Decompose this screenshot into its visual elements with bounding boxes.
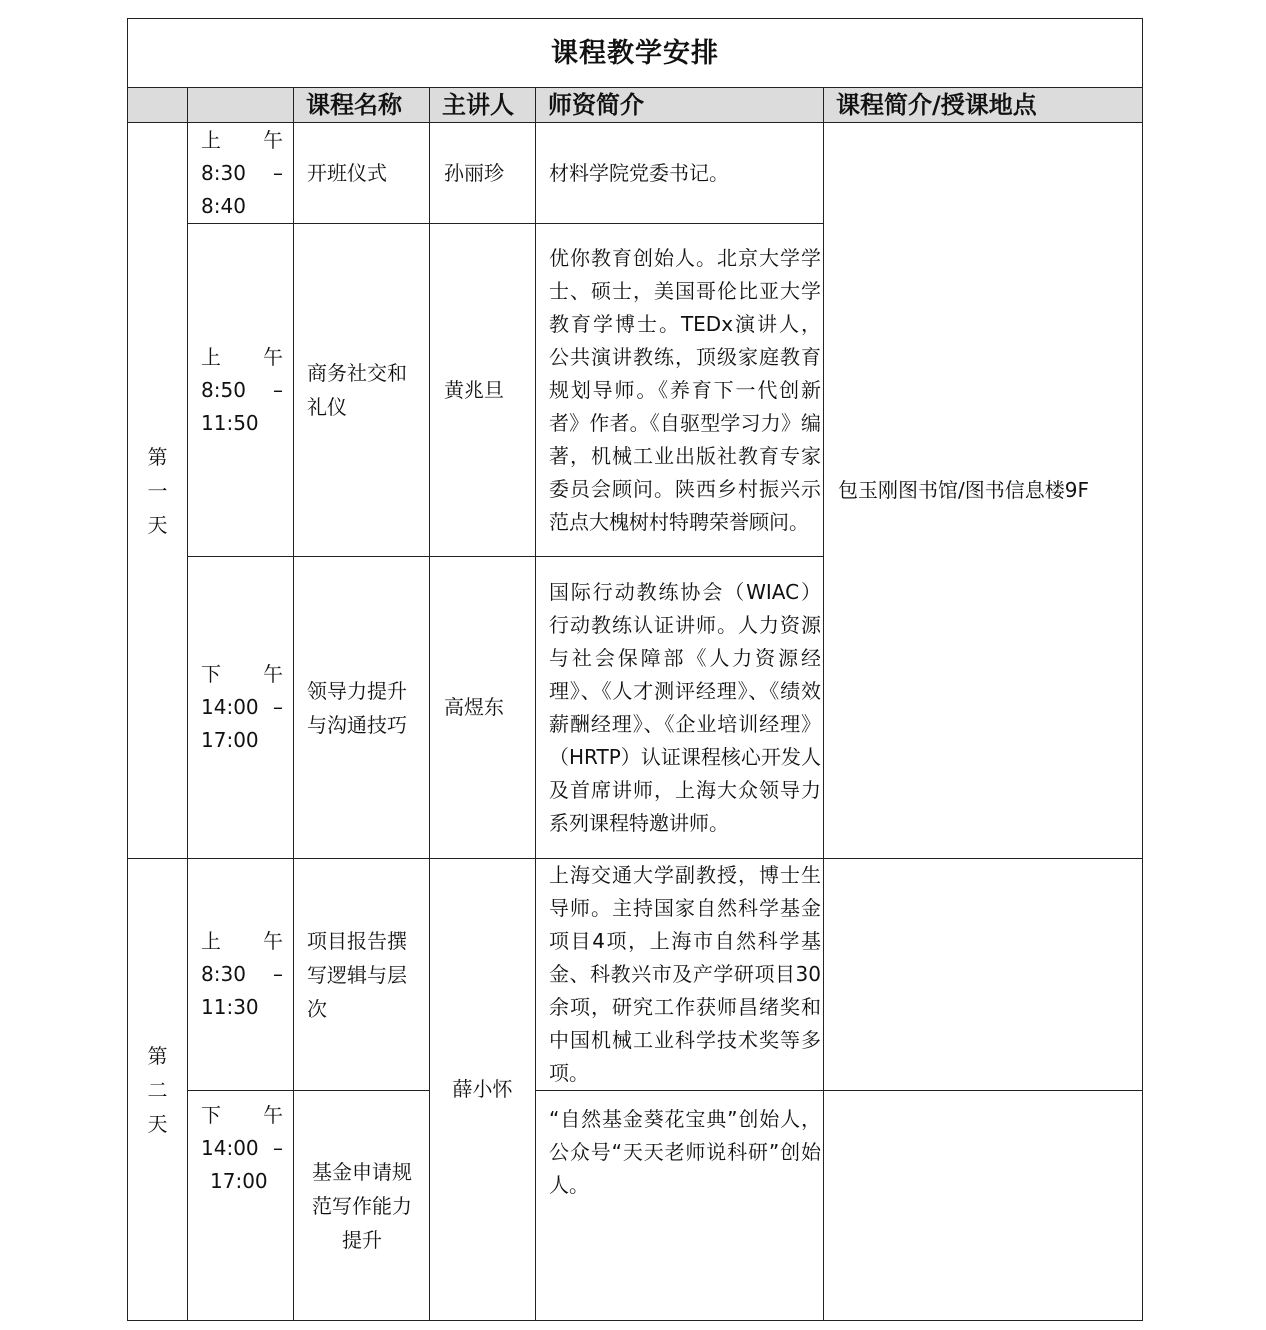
speaker-bio: 材料学院党委书记。 <box>536 123 824 224</box>
course-location <box>824 859 1143 1091</box>
session-time: 下 午 14:00 – 17:00 <box>188 557 294 859</box>
header-location: 课程简介/授课地点 <box>824 88 1143 123</box>
header-bio: 师资简介 <box>536 88 824 123</box>
course-name: 开班仪式 <box>294 123 430 224</box>
course-location <box>824 1091 1143 1321</box>
header-time <box>188 88 294 123</box>
schedule-table <box>127 18 1143 1321</box>
course-name: 领导力提升与沟通技巧 <box>294 557 430 859</box>
page-title: 课程教学安排 <box>128 19 1143 88</box>
header-course: 课程名称 <box>294 88 430 123</box>
course-name: 商务社交和礼仪 <box>294 224 430 557</box>
table-row <box>128 859 1143 1091</box>
speaker-bio: 上海交通大学副教授，博士生导师。主持国家自然科学基金项目4项，上海市自然科学基金、科教兴市及产学研项目30余项，研究工作获师昌绪奖和中国机械工业科学技术奖等多项。 <box>536 859 824 1091</box>
schedule-page <box>127 18 1142 1321</box>
speaker-bio: “自然基金葵花宝典”创始人， 公众号“天天老师说科研”创始人。 <box>536 1091 824 1321</box>
header-row <box>128 88 1143 123</box>
session-time: 下 午 14:00 – 17:00 <box>188 1091 294 1321</box>
session-time: 上 午 8:50 – 11:50 <box>188 224 294 557</box>
header-speaker: 主讲人 <box>430 88 536 123</box>
header-day <box>128 88 188 123</box>
speaker-name: 孙丽珍 <box>430 123 536 224</box>
table-row <box>128 1091 1143 1321</box>
speaker-bio: 国际行动教练协会（WIAC）行动教练认证讲师。人力资源与社会保障部《人力资源经理》、《人才测评经理》、《绩效薪酬经理》、《企业培训经理》（HRTP）认证课程核心开发人及首席讲师，上海大众领导力系列课程特邀讲师。 <box>536 557 824 859</box>
course-name: 基金申请规范写作能力提升 <box>294 1091 430 1321</box>
table-row <box>128 123 1143 224</box>
speaker-name: 薛小怀 <box>430 859 536 1321</box>
course-location: 包玉刚图书馆/图书信息楼9F <box>824 123 1143 859</box>
session-time: 上 午 8:30 – 8:40 <box>188 123 294 224</box>
speaker-name: 黄兆旦 <box>430 224 536 557</box>
session-time: 上 午 8:30 – 11:30 <box>188 859 294 1091</box>
day-label: 第 一 天 <box>128 123 188 859</box>
course-name: 项目报告撰写逻辑与层次 <box>294 859 430 1091</box>
day-label: 第 二 天 <box>128 859 188 1321</box>
speaker-name: 高煜东 <box>430 557 536 859</box>
speaker-bio: 优你教育创始人。北京大学学士、硕士，美国哥伦比亚大学教育学博士。TEDx演讲人，公共演讲教练，顶级家庭教育规划导师。《养育下一代创新者》作者。《自驱型学习力》编著，机械工业出版社教育专家委员会顾问。陕西乡村振兴示范点大槐树村特聘荣誉顾问。 <box>536 224 824 557</box>
